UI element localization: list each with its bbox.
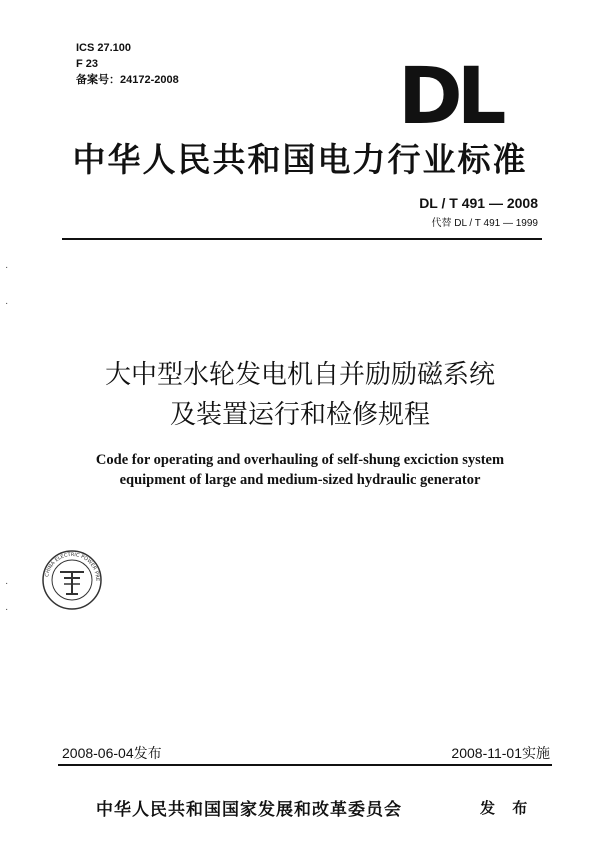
chinese-title-line-1: 大中型水轮发电机自并励励磁系统 bbox=[104, 360, 495, 390]
class-code: F 23 bbox=[76, 58, 99, 70]
english-title bbox=[0, 450, 600, 490]
record-number: 备案号：24172-2008 bbox=[76, 74, 179, 86]
chinese-title bbox=[0, 355, 600, 435]
header-divider bbox=[62, 238, 542, 240]
chinese-title-line-2: 及装置运行和检修规程 bbox=[169, 400, 430, 430]
english-title-line-1: Code for operating and overhauling of self-shung exciction system bbox=[95, 452, 505, 468]
dl-logo: DL bbox=[398, 52, 501, 142]
margin-dot: · bbox=[5, 262, 9, 273]
org-title: 中华人民共和国电力行业标准 bbox=[72, 140, 528, 179]
effective-date: 2008-11-01实施 bbox=[451, 745, 550, 761]
svg-text:CHINA ELECTRIC POWER PRESS: CHINA ELECTRIC POWER PRE bbox=[44, 551, 101, 582]
ics-code: ICS 27.100 bbox=[76, 42, 132, 54]
english-title-line-2: equipment of large and medium-sized hydraulic generator bbox=[119, 472, 481, 488]
publisher-seal-icon bbox=[40, 548, 104, 612]
margin-dot: · bbox=[5, 578, 9, 589]
publish-date: 2008-06-04发布 bbox=[62, 745, 162, 761]
margin-dot: · bbox=[5, 604, 9, 615]
margin-dot: · bbox=[5, 298, 9, 309]
issued-label: 发 布 bbox=[480, 799, 534, 817]
issuing-authority: 中华人民共和国国家发展和改革委员会 bbox=[96, 800, 402, 820]
footer-divider bbox=[58, 764, 552, 766]
standard-number: DL / T 491 — 2008 bbox=[419, 195, 538, 211]
replaces-standard: 代替 DL / T 491 — 1999 bbox=[431, 218, 538, 229]
classification-block bbox=[76, 40, 179, 88]
